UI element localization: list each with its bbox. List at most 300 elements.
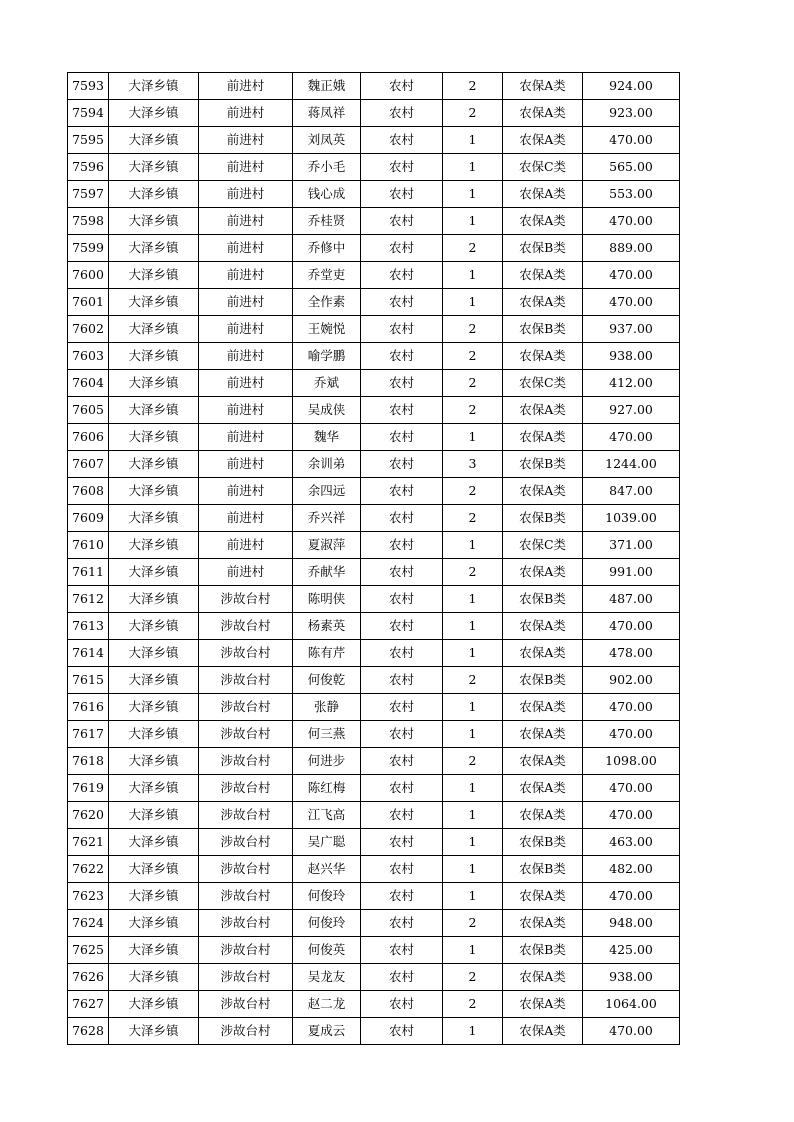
cell-household-type: 农村 bbox=[361, 910, 443, 937]
cell-category: 农保B类 bbox=[503, 829, 583, 856]
cell-serial-number: 7622 bbox=[68, 856, 109, 883]
cell-household-type: 农村 bbox=[361, 721, 443, 748]
cell-household-type: 农村 bbox=[361, 559, 443, 586]
cell-amount: 948.00 bbox=[583, 910, 680, 937]
cell-village: 涉故台村 bbox=[199, 1018, 293, 1045]
cell-member-count: 2 bbox=[443, 235, 503, 262]
cell-household-type: 农村 bbox=[361, 532, 443, 559]
cell-amount: 470.00 bbox=[583, 289, 680, 316]
cell-township: 大泽乡镇 bbox=[109, 289, 199, 316]
cell-township: 大泽乡镇 bbox=[109, 586, 199, 613]
cell-household-type: 农村 bbox=[361, 451, 443, 478]
cell-member-count: 2 bbox=[443, 748, 503, 775]
cell-serial-number: 7620 bbox=[68, 802, 109, 829]
cell-village: 前进村 bbox=[199, 289, 293, 316]
cell-household-type: 农村 bbox=[361, 397, 443, 424]
cell-category: 农保A类 bbox=[503, 289, 583, 316]
table-row bbox=[68, 775, 680, 802]
cell-serial-number: 7623 bbox=[68, 883, 109, 910]
table-row bbox=[68, 154, 680, 181]
cell-household-type: 农村 bbox=[361, 694, 443, 721]
cell-township: 大泽乡镇 bbox=[109, 667, 199, 694]
table-row bbox=[68, 208, 680, 235]
cell-serial-number: 7601 bbox=[68, 289, 109, 316]
cell-serial-number: 7608 bbox=[68, 478, 109, 505]
cell-household-type: 农村 bbox=[361, 208, 443, 235]
cell-amount: 470.00 bbox=[583, 694, 680, 721]
cell-name: 魏华 bbox=[293, 424, 361, 451]
table-row bbox=[68, 748, 680, 775]
cell-name: 何俊玲 bbox=[293, 910, 361, 937]
cell-member-count: 1 bbox=[443, 937, 503, 964]
cell-village: 涉故台村 bbox=[199, 775, 293, 802]
cell-township: 大泽乡镇 bbox=[109, 748, 199, 775]
table-row bbox=[68, 937, 680, 964]
cell-serial-number: 7604 bbox=[68, 370, 109, 397]
cell-category: 农保A类 bbox=[503, 721, 583, 748]
cell-amount: 470.00 bbox=[583, 613, 680, 640]
cell-member-count: 1 bbox=[443, 640, 503, 667]
cell-category: 农保B类 bbox=[503, 586, 583, 613]
cell-name: 江飞高 bbox=[293, 802, 361, 829]
table-row bbox=[68, 127, 680, 154]
cell-serial-number: 7625 bbox=[68, 937, 109, 964]
table-row bbox=[68, 910, 680, 937]
cell-member-count: 2 bbox=[443, 370, 503, 397]
cell-name: 陈红梅 bbox=[293, 775, 361, 802]
cell-township: 大泽乡镇 bbox=[109, 937, 199, 964]
cell-serial-number: 7605 bbox=[68, 397, 109, 424]
cell-amount: 927.00 bbox=[583, 397, 680, 424]
cell-village: 前进村 bbox=[199, 343, 293, 370]
cell-serial-number: 7598 bbox=[68, 208, 109, 235]
cell-member-count: 2 bbox=[443, 478, 503, 505]
cell-member-count: 2 bbox=[443, 343, 503, 370]
cell-serial-number: 7607 bbox=[68, 451, 109, 478]
cell-village: 前进村 bbox=[199, 73, 293, 100]
cell-amount: 482.00 bbox=[583, 856, 680, 883]
document-page bbox=[67, 72, 680, 1045]
cell-household-type: 农村 bbox=[361, 343, 443, 370]
table-row bbox=[68, 829, 680, 856]
table-row bbox=[68, 883, 680, 910]
cell-serial-number: 7613 bbox=[68, 613, 109, 640]
cell-member-count: 1 bbox=[443, 721, 503, 748]
cell-serial-number: 7626 bbox=[68, 964, 109, 991]
cell-name: 乔小毛 bbox=[293, 154, 361, 181]
cell-township: 大泽乡镇 bbox=[109, 316, 199, 343]
cell-member-count: 1 bbox=[443, 262, 503, 289]
cell-name: 吴广聪 bbox=[293, 829, 361, 856]
cell-amount: 470.00 bbox=[583, 883, 680, 910]
cell-serial-number: 7615 bbox=[68, 667, 109, 694]
cell-category: 农保C类 bbox=[503, 532, 583, 559]
cell-serial-number: 7594 bbox=[68, 100, 109, 127]
cell-member-count: 1 bbox=[443, 694, 503, 721]
cell-household-type: 农村 bbox=[361, 667, 443, 694]
cell-household-type: 农村 bbox=[361, 316, 443, 343]
cell-name: 喻学鹏 bbox=[293, 343, 361, 370]
cell-category: 农保A类 bbox=[503, 883, 583, 910]
cell-serial-number: 7612 bbox=[68, 586, 109, 613]
cell-township: 大泽乡镇 bbox=[109, 532, 199, 559]
cell-amount: 938.00 bbox=[583, 343, 680, 370]
cell-amount: 470.00 bbox=[583, 424, 680, 451]
cell-category: 农保A类 bbox=[503, 991, 583, 1018]
cell-serial-number: 7599 bbox=[68, 235, 109, 262]
cell-name: 乔桂贤 bbox=[293, 208, 361, 235]
cell-township: 大泽乡镇 bbox=[109, 343, 199, 370]
cell-name: 蒋凤祥 bbox=[293, 100, 361, 127]
cell-name: 刘凤英 bbox=[293, 127, 361, 154]
table-row bbox=[68, 559, 680, 586]
cell-village: 涉故台村 bbox=[199, 829, 293, 856]
cell-amount: 470.00 bbox=[583, 775, 680, 802]
cell-name: 余训弟 bbox=[293, 451, 361, 478]
cell-township: 大泽乡镇 bbox=[109, 721, 199, 748]
cell-village: 前进村 bbox=[199, 208, 293, 235]
table-row bbox=[68, 262, 680, 289]
cell-household-type: 农村 bbox=[361, 424, 443, 451]
cell-member-count: 2 bbox=[443, 505, 503, 532]
cell-category: 农保A类 bbox=[503, 910, 583, 937]
table-row bbox=[68, 694, 680, 721]
cell-name: 何进步 bbox=[293, 748, 361, 775]
cell-amount: 938.00 bbox=[583, 964, 680, 991]
cell-amount: 412.00 bbox=[583, 370, 680, 397]
cell-household-type: 农村 bbox=[361, 505, 443, 532]
cell-amount: 902.00 bbox=[583, 667, 680, 694]
cell-category: 农保B类 bbox=[503, 856, 583, 883]
table-row bbox=[68, 289, 680, 316]
cell-household-type: 农村 bbox=[361, 802, 443, 829]
cell-village: 前进村 bbox=[199, 505, 293, 532]
cell-name: 陈明侠 bbox=[293, 586, 361, 613]
cell-category: 农保A类 bbox=[503, 127, 583, 154]
cell-serial-number: 7624 bbox=[68, 910, 109, 937]
cell-amount: 371.00 bbox=[583, 532, 680, 559]
table-row bbox=[68, 856, 680, 883]
cell-member-count: 1 bbox=[443, 424, 503, 451]
cell-category: 农保A类 bbox=[503, 964, 583, 991]
cell-amount: 1244.00 bbox=[583, 451, 680, 478]
cell-category: 农保A类 bbox=[503, 1018, 583, 1045]
cell-serial-number: 7596 bbox=[68, 154, 109, 181]
cell-name: 魏正娥 bbox=[293, 73, 361, 100]
cell-category: 农保B类 bbox=[503, 667, 583, 694]
cell-amount: 937.00 bbox=[583, 316, 680, 343]
cell-household-type: 农村 bbox=[361, 775, 443, 802]
table-row bbox=[68, 613, 680, 640]
cell-amount: 553.00 bbox=[583, 181, 680, 208]
cell-township: 大泽乡镇 bbox=[109, 100, 199, 127]
cell-name: 杨素英 bbox=[293, 613, 361, 640]
cell-serial-number: 7611 bbox=[68, 559, 109, 586]
cell-amount: 425.00 bbox=[583, 937, 680, 964]
cell-village: 涉故台村 bbox=[199, 802, 293, 829]
cell-serial-number: 7593 bbox=[68, 73, 109, 100]
cell-village: 前进村 bbox=[199, 397, 293, 424]
cell-serial-number: 7614 bbox=[68, 640, 109, 667]
cell-household-type: 农村 bbox=[361, 370, 443, 397]
cell-household-type: 农村 bbox=[361, 100, 443, 127]
cell-member-count: 2 bbox=[443, 316, 503, 343]
cell-amount: 470.00 bbox=[583, 802, 680, 829]
cell-serial-number: 7609 bbox=[68, 505, 109, 532]
cell-member-count: 2 bbox=[443, 964, 503, 991]
cell-name: 乔兴祥 bbox=[293, 505, 361, 532]
cell-township: 大泽乡镇 bbox=[109, 370, 199, 397]
cell-household-type: 农村 bbox=[361, 235, 443, 262]
cell-member-count: 1 bbox=[443, 181, 503, 208]
cell-township: 大泽乡镇 bbox=[109, 640, 199, 667]
table-row bbox=[68, 964, 680, 991]
cell-township: 大泽乡镇 bbox=[109, 802, 199, 829]
cell-name: 赵二龙 bbox=[293, 991, 361, 1018]
cell-village: 涉故台村 bbox=[199, 667, 293, 694]
cell-category: 农保A类 bbox=[503, 262, 583, 289]
cell-township: 大泽乡镇 bbox=[109, 910, 199, 937]
cell-township: 大泽乡镇 bbox=[109, 262, 199, 289]
cell-household-type: 农村 bbox=[361, 127, 443, 154]
cell-member-count: 1 bbox=[443, 154, 503, 181]
table-row bbox=[68, 424, 680, 451]
cell-village: 涉故台村 bbox=[199, 694, 293, 721]
cell-category: 农保A类 bbox=[503, 397, 583, 424]
cell-household-type: 农村 bbox=[361, 748, 443, 775]
cell-member-count: 2 bbox=[443, 991, 503, 1018]
cell-member-count: 1 bbox=[443, 613, 503, 640]
cell-village: 前进村 bbox=[199, 235, 293, 262]
cell-village: 前进村 bbox=[199, 370, 293, 397]
cell-township: 大泽乡镇 bbox=[109, 964, 199, 991]
cell-serial-number: 7628 bbox=[68, 1018, 109, 1045]
cell-amount: 487.00 bbox=[583, 586, 680, 613]
table-row bbox=[68, 73, 680, 100]
cell-category: 农保B类 bbox=[503, 505, 583, 532]
cell-household-type: 农村 bbox=[361, 829, 443, 856]
cell-member-count: 1 bbox=[443, 883, 503, 910]
table-row bbox=[68, 667, 680, 694]
cell-serial-number: 7606 bbox=[68, 424, 109, 451]
cell-household-type: 农村 bbox=[361, 289, 443, 316]
cell-household-type: 农村 bbox=[361, 478, 443, 505]
cell-village: 前进村 bbox=[199, 559, 293, 586]
cell-village: 前进村 bbox=[199, 154, 293, 181]
cell-village: 前进村 bbox=[199, 262, 293, 289]
cell-category: 农保A类 bbox=[503, 208, 583, 235]
table-row bbox=[68, 478, 680, 505]
cell-member-count: 1 bbox=[443, 802, 503, 829]
cell-village: 前进村 bbox=[199, 451, 293, 478]
cell-member-count: 1 bbox=[443, 208, 503, 235]
cell-member-count: 1 bbox=[443, 1018, 503, 1045]
table-row bbox=[68, 532, 680, 559]
cell-member-count: 2 bbox=[443, 397, 503, 424]
cell-name: 夏淑萍 bbox=[293, 532, 361, 559]
cell-category: 农保A类 bbox=[503, 802, 583, 829]
cell-category: 农保A类 bbox=[503, 424, 583, 451]
cell-township: 大泽乡镇 bbox=[109, 613, 199, 640]
cell-township: 大泽乡镇 bbox=[109, 478, 199, 505]
cell-township: 大泽乡镇 bbox=[109, 397, 199, 424]
cell-household-type: 农村 bbox=[361, 154, 443, 181]
cell-amount: 470.00 bbox=[583, 1018, 680, 1045]
table-row bbox=[68, 370, 680, 397]
cell-serial-number: 7616 bbox=[68, 694, 109, 721]
cell-serial-number: 7603 bbox=[68, 343, 109, 370]
cell-household-type: 农村 bbox=[361, 73, 443, 100]
cell-amount: 470.00 bbox=[583, 127, 680, 154]
cell-serial-number: 7595 bbox=[68, 127, 109, 154]
cell-member-count: 1 bbox=[443, 127, 503, 154]
cell-township: 大泽乡镇 bbox=[109, 856, 199, 883]
cell-category: 农保A类 bbox=[503, 775, 583, 802]
cell-amount: 470.00 bbox=[583, 208, 680, 235]
cell-name: 乔修中 bbox=[293, 235, 361, 262]
cell-serial-number: 7627 bbox=[68, 991, 109, 1018]
cell-serial-number: 7619 bbox=[68, 775, 109, 802]
cell-amount: 991.00 bbox=[583, 559, 680, 586]
cell-serial-number: 7602 bbox=[68, 316, 109, 343]
cell-member-count: 2 bbox=[443, 667, 503, 694]
cell-name: 全作素 bbox=[293, 289, 361, 316]
cell-household-type: 农村 bbox=[361, 613, 443, 640]
beneficiary-table bbox=[67, 72, 680, 1045]
cell-member-count: 1 bbox=[443, 289, 503, 316]
table-row bbox=[68, 451, 680, 478]
cell-member-count: 2 bbox=[443, 100, 503, 127]
cell-township: 大泽乡镇 bbox=[109, 991, 199, 1018]
cell-village: 涉故台村 bbox=[199, 964, 293, 991]
cell-village: 前进村 bbox=[199, 532, 293, 559]
cell-village: 前进村 bbox=[199, 100, 293, 127]
cell-name: 赵兴华 bbox=[293, 856, 361, 883]
cell-member-count: 2 bbox=[443, 73, 503, 100]
cell-category: 农保B类 bbox=[503, 316, 583, 343]
cell-village: 前进村 bbox=[199, 316, 293, 343]
cell-village: 涉故台村 bbox=[199, 721, 293, 748]
cell-serial-number: 7597 bbox=[68, 181, 109, 208]
cell-village: 前进村 bbox=[199, 478, 293, 505]
table-row bbox=[68, 640, 680, 667]
cell-category: 农保B类 bbox=[503, 937, 583, 964]
cell-household-type: 农村 bbox=[361, 640, 443, 667]
cell-township: 大泽乡镇 bbox=[109, 208, 199, 235]
table-row bbox=[68, 316, 680, 343]
table-row bbox=[68, 721, 680, 748]
cell-amount: 847.00 bbox=[583, 478, 680, 505]
cell-member-count: 1 bbox=[443, 586, 503, 613]
cell-category: 农保B类 bbox=[503, 235, 583, 262]
cell-member-count: 1 bbox=[443, 532, 503, 559]
cell-category: 农保A类 bbox=[503, 343, 583, 370]
cell-amount: 1039.00 bbox=[583, 505, 680, 532]
cell-amount: 565.00 bbox=[583, 154, 680, 181]
cell-township: 大泽乡镇 bbox=[109, 424, 199, 451]
cell-village: 涉故台村 bbox=[199, 991, 293, 1018]
cell-member-count: 1 bbox=[443, 829, 503, 856]
cell-village: 前进村 bbox=[199, 127, 293, 154]
cell-household-type: 农村 bbox=[361, 856, 443, 883]
cell-category: 农保A类 bbox=[503, 559, 583, 586]
cell-household-type: 农村 bbox=[361, 262, 443, 289]
cell-village: 涉故台村 bbox=[199, 937, 293, 964]
cell-category: 农保A类 bbox=[503, 613, 583, 640]
cell-amount: 1064.00 bbox=[583, 991, 680, 1018]
table-row bbox=[68, 343, 680, 370]
cell-village: 前进村 bbox=[199, 181, 293, 208]
cell-amount: 470.00 bbox=[583, 262, 680, 289]
cell-household-type: 农村 bbox=[361, 883, 443, 910]
cell-village: 涉故台村 bbox=[199, 586, 293, 613]
cell-name: 张静 bbox=[293, 694, 361, 721]
cell-township: 大泽乡镇 bbox=[109, 451, 199, 478]
cell-village: 涉故台村 bbox=[199, 613, 293, 640]
cell-township: 大泽乡镇 bbox=[109, 829, 199, 856]
cell-village: 涉故台村 bbox=[199, 856, 293, 883]
cell-township: 大泽乡镇 bbox=[109, 154, 199, 181]
cell-township: 大泽乡镇 bbox=[109, 559, 199, 586]
cell-name: 钱心成 bbox=[293, 181, 361, 208]
cell-village: 涉故台村 bbox=[199, 910, 293, 937]
cell-category: 农保B类 bbox=[503, 451, 583, 478]
table-row bbox=[68, 586, 680, 613]
cell-category: 农保C类 bbox=[503, 370, 583, 397]
cell-name: 何俊乾 bbox=[293, 667, 361, 694]
cell-village: 涉故台村 bbox=[199, 640, 293, 667]
cell-name: 乔献华 bbox=[293, 559, 361, 586]
table-row bbox=[68, 505, 680, 532]
cell-category: 农保A类 bbox=[503, 181, 583, 208]
cell-category: 农保A类 bbox=[503, 694, 583, 721]
cell-category: 农保A类 bbox=[503, 100, 583, 127]
cell-category: 农保C类 bbox=[503, 154, 583, 181]
table-row bbox=[68, 181, 680, 208]
cell-household-type: 农村 bbox=[361, 964, 443, 991]
cell-township: 大泽乡镇 bbox=[109, 694, 199, 721]
cell-amount: 463.00 bbox=[583, 829, 680, 856]
table-row bbox=[68, 100, 680, 127]
cell-household-type: 农村 bbox=[361, 937, 443, 964]
cell-township: 大泽乡镇 bbox=[109, 775, 199, 802]
cell-township: 大泽乡镇 bbox=[109, 235, 199, 262]
cell-household-type: 农村 bbox=[361, 991, 443, 1018]
cell-amount: 889.00 bbox=[583, 235, 680, 262]
cell-amount: 470.00 bbox=[583, 721, 680, 748]
cell-name: 乔斌 bbox=[293, 370, 361, 397]
cell-township: 大泽乡镇 bbox=[109, 73, 199, 100]
cell-name: 何三燕 bbox=[293, 721, 361, 748]
cell-serial-number: 7618 bbox=[68, 748, 109, 775]
cell-amount: 923.00 bbox=[583, 100, 680, 127]
cell-name: 乔堂吏 bbox=[293, 262, 361, 289]
table-row bbox=[68, 991, 680, 1018]
cell-serial-number: 7610 bbox=[68, 532, 109, 559]
cell-member-count: 2 bbox=[443, 559, 503, 586]
cell-township: 大泽乡镇 bbox=[109, 127, 199, 154]
cell-amount: 1098.00 bbox=[583, 748, 680, 775]
cell-category: 农保A类 bbox=[503, 73, 583, 100]
cell-village: 涉故台村 bbox=[199, 748, 293, 775]
cell-serial-number: 7621 bbox=[68, 829, 109, 856]
cell-member-count: 3 bbox=[443, 451, 503, 478]
table-row bbox=[68, 802, 680, 829]
cell-category: 农保A类 bbox=[503, 478, 583, 505]
cell-amount: 478.00 bbox=[583, 640, 680, 667]
cell-name: 吴龙友 bbox=[293, 964, 361, 991]
cell-name: 何俊英 bbox=[293, 937, 361, 964]
